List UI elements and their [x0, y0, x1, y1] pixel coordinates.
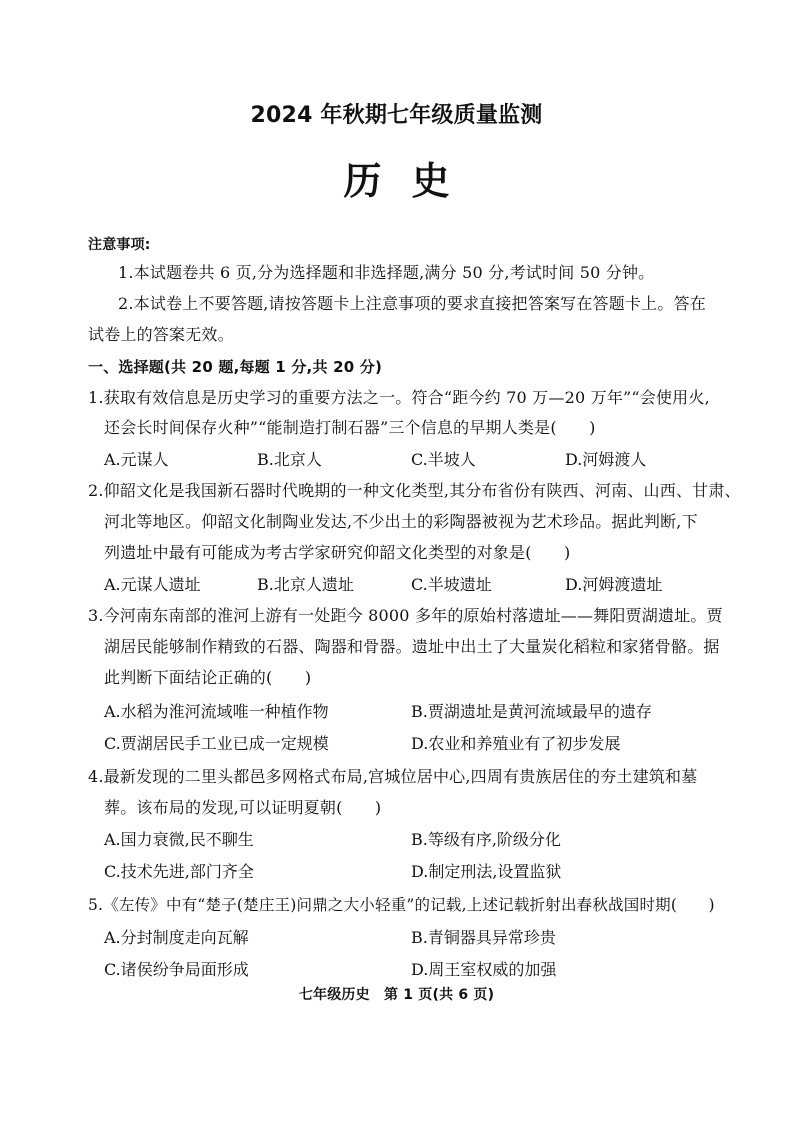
notice-heading: 注意事项:: [88, 237, 151, 253]
question-3-option-d: D.农业和养殖业有了初步发展: [411, 734, 621, 753]
question-1-option-a: A.元谋人: [104, 450, 169, 469]
question-3-option-a: A.水稻为淮河流域唯一种植作物: [104, 702, 329, 721]
question-4-option-b: B.等级有序,阶级分化: [411, 830, 561, 849]
question-2-option-a: A.元谋人遗址: [104, 575, 201, 594]
question-2-line-3: 列遗址中最有可能成为考古学家研究仰韶文化类型的对象是( ): [104, 543, 571, 562]
question-3-option-b: B.贾湖遗址是黄河流域最早的遗存: [411, 702, 652, 721]
question-5-option-c: C.诸侯纷争局面形成: [104, 960, 249, 979]
page-footer: 七年级历史 第 1 页(共 6 页): [298, 987, 495, 1003]
question-1-option-b: B.北京人: [257, 450, 322, 469]
section-heading: 一、选择题(共 20 题,每题 1 分,共 20 分): [88, 358, 383, 376]
question-4-option-a: A.国力衰微,民不聊生: [104, 830, 254, 849]
question-2-line-1: 2.仰韶文化是我国新石器时代晚期的一种文化类型,其分布省份有陕西、河南、山西、甘肃、: [88, 481, 741, 500]
question-1-option-d: D.河姆渡人: [565, 450, 647, 469]
question-3-line-2: 湖居民能够制作精致的石器、陶器和骨器。遗址中出土了大量炭化稻粒和家猪骨骼。据: [104, 637, 720, 656]
question-2-option-b: B.北京人遗址: [257, 575, 354, 594]
question-5-option-d: D.周王室权威的加强: [411, 960, 557, 979]
question-2-option-d: D.河姆渡遗址: [565, 575, 663, 594]
question-1-line-2: 还会长时间保存火种”“能制造打制石器”三个信息的早期人类是( ): [104, 418, 596, 437]
question-3-line-1: 3.今河南东南部的淮河上游有一处距今 8000 多年的原始村落遗址——舞阳贾湖遗址。贾: [88, 606, 723, 625]
question-4-option-c: C.技术先进,部门齐全: [104, 862, 254, 881]
question-3-option-c: C.贾湖居民手工业已成一定规模: [104, 734, 329, 753]
notice-item-1: 1.本试题卷共 6 页,分为选择题和非选择题,满分 50 分,考试时间 50 分钟。: [118, 263, 655, 282]
question-5-line-1: 5.《左传》中有“楚子(楚庄王)问鼎之大小轻重”的记载,上述记载折射出春秋战国时期( ): [88, 896, 715, 914]
question-2-option-c: C.半坡遗址: [411, 575, 492, 594]
question-2-line-2: 河北等地区。仰韶文化制陶业发达,不少出土的彩陶器被视为艺术珍品。据此判断,下: [104, 512, 698, 531]
notice-item-2-line-2: 试卷上的答案无效。: [88, 325, 234, 344]
exam-title: 2024 年秋期七年级质量监测: [250, 103, 543, 128]
question-4-line-2: 葬。该布局的发现,可以证明夏朝( ): [104, 798, 382, 817]
question-5-option-b: B.青铜器具异常珍贵: [411, 928, 556, 947]
question-1-line-1: 1.获取有效信息是历史学习的重要方法之一。符合“距今约 70 万—20 万年”“会使用火,: [88, 388, 710, 407]
subject-title: 历史: [343, 159, 480, 203]
question-4-option-d: D.制定刑法,设置监狱: [411, 862, 562, 881]
question-4-line-1: 4.最新发现的二里头都邑多网格式布局,宫城位居中心,四周有贵族居住的夯土建筑和墓: [88, 767, 698, 786]
notice-item-2-line-1: 2.本试卷上不要答题,请按答题卡上注意事项的要求直接把答案写在答题卡上。答在: [118, 294, 706, 313]
question-5-option-a: A.分封制度走向瓦解: [104, 928, 249, 947]
question-3-line-3: 此判断下面结论正确的( ): [104, 668, 312, 687]
question-1-option-c: C.半坡人: [411, 450, 476, 469]
